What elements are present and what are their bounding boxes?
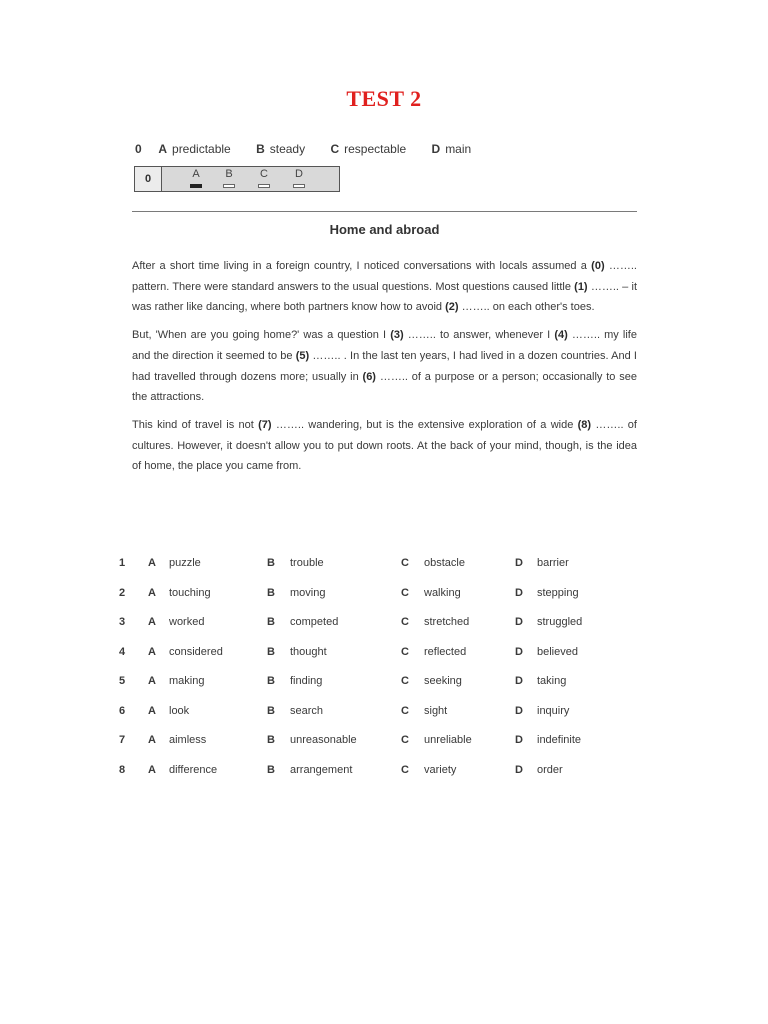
question-number: 3 [119,616,126,628]
option-word-a: making [169,675,205,687]
option-letter-a: A [148,734,156,746]
passage-text-segment: …….. . In the last ten years, I had lived in a dozen countries. And I had travelled through dozens more; usually in [132,349,637,383]
gap-number: (3) [390,329,404,342]
option-word-c: stretched [424,616,470,628]
option-letter-b: B [267,557,275,569]
option-letter-a: A [148,675,156,687]
option-letter-a: A [148,763,156,776]
option-letter-c: C [401,675,409,687]
option-word-a: worked [169,616,205,628]
option-letter-a: A [148,645,156,658]
option-letter-d: D [515,704,523,717]
option-word-b: thought [290,645,327,658]
question-row [119,557,659,587]
question-row [119,734,659,764]
passage-text [132,256,637,484]
option-letter-c: C [401,734,409,746]
option-word-c: walking [424,586,461,599]
option-word-d: believed [537,645,578,658]
option-word-a: puzzle [169,557,201,569]
option-letter-b: B [267,704,275,717]
question-number: 8 [119,763,126,776]
option-word-a: difference [169,763,218,776]
passage-text-segment: …….. to answer, whenever I [403,329,555,342]
example-number: 0 [135,142,142,156]
answer-mark-b [223,184,235,188]
question-row [119,646,659,676]
option-word-d: indefinite [537,734,582,746]
passage-text-segment: This kind of travel is not [132,418,259,431]
option-word-c: reflected [424,645,467,658]
question-row [119,764,659,794]
question-row [119,587,659,617]
gap-number: (6) [362,370,376,383]
option-letter-d: D [515,645,523,658]
option-word-a: considered [169,645,223,658]
example-option-a: A predictable [158,142,231,156]
question-number: 1 [119,557,126,569]
option-word-c: obstacle [424,557,465,569]
option-letter-c: C [401,616,409,628]
option-letter-b: B [267,734,275,746]
answer-mark-a [190,184,202,188]
option-letter-b: B [267,586,275,599]
example-question [135,142,493,156]
option-word-d: order [537,763,563,776]
option-word-d: struggled [537,616,583,628]
passage-text-segment: …….. on each other's toes. [458,301,595,314]
option-word-c: seeking [424,675,462,687]
option-word-b: unreasonable [290,734,357,746]
passage-text-segment: …….. wandering, but is the extensive exploration of a wide [271,418,578,431]
option-word-d: barrier [537,557,569,569]
example-option-b: B steady [256,142,306,156]
option-word-a: aimless [169,734,207,746]
page-title: TEST 2 [346,86,422,111]
passage-text-segment: But, 'When are you going home?' was a question I [132,329,391,342]
option-letter-d: D [515,557,523,569]
gap-number: (2) [445,301,459,314]
option-letter-b: B [267,763,275,776]
passage-text-segment: …….. – it was rather like dancing, where both partners know how to avoid [132,280,637,314]
option-word-c: unreliable [424,734,472,746]
question-number: 5 [119,675,126,687]
option-letter-a: A [148,557,156,569]
question-number: 4 [119,645,126,658]
question-number: 6 [119,704,126,717]
option-word-d: inquiry [537,704,570,717]
passage-text-segment: …….. my life and the direction it seemed to be [132,329,637,362]
option-letter-a: A [148,616,156,628]
option-word-d: stepping [537,586,579,599]
options-list [119,557,659,793]
answer-column-c: C [254,169,274,188]
answer-box-number: 0 [135,167,162,191]
example-option-d: D main [431,142,472,156]
option-letter-a: A [148,586,156,599]
option-letter-c: C [401,704,409,717]
option-letter-d: D [515,586,523,599]
option-letter-d: D [515,763,523,776]
example-option-c: C respectable [330,142,407,156]
question-row [119,616,659,646]
option-letter-c: C [401,645,409,658]
gap-number: (0) [591,260,605,272]
passage-paragraph [132,325,637,408]
answer-column-b: B [219,169,239,188]
option-word-b: search [290,704,324,717]
option-letter-b: B [267,675,275,687]
passage-text-segment: …….. of cultures. However, it doesn't allow you to put down roots. At the back of your mind, though, is the idea of home, the place you came from. [132,418,637,473]
gap-number: (8) [577,418,592,431]
gap-number: (4) [554,329,568,342]
section-divider [132,211,637,212]
option-word-c: sight [424,704,448,717]
gap-number: (1) [574,280,588,293]
option-letter-b: B [267,645,275,658]
option-letter-c: C [401,763,409,776]
option-word-b: arrangement [290,763,353,776]
option-word-b: moving [290,586,326,599]
option-word-d: taking [537,675,567,687]
option-letter-d: D [515,675,523,687]
option-letter-b: B [267,616,275,628]
passage-title: Home and abroad [329,222,440,237]
question-number: 2 [119,586,126,599]
passage-text-segment: …….. pattern. There were standard answers to the usual questions. Most questions caused little [132,260,637,293]
question-number: 7 [119,734,126,746]
answer-mark-d [293,184,305,188]
option-word-a: look [169,704,190,717]
option-word-c: variety [424,763,457,776]
passage-text-segment: …….. of a purpose or a person; occasionally to see the attractions. [132,370,637,404]
gap-number: (5) [295,349,310,362]
example-answer-box [134,166,340,192]
option-letter-c: C [401,586,409,599]
option-word-b: trouble [290,557,324,569]
option-letter-d: D [515,734,523,746]
answer-mark-c [258,184,270,188]
gap-number: (7) [258,418,272,431]
question-row [119,675,659,705]
option-letter-a: A [148,704,156,717]
option-word-b: finding [290,675,323,687]
answer-column-a: A [186,169,206,188]
passage-paragraph [132,256,637,318]
option-word-b: competed [290,616,339,628]
question-row [119,705,659,735]
answer-column-d: D [289,169,309,188]
option-letter-d: D [515,616,523,628]
passage-text-segment: After a short time living in a foreign country, I noticed conversations with locals assumed a [132,260,592,272]
option-letter-c: C [401,557,409,569]
option-word-a: touching [169,586,211,599]
passage-paragraph [132,415,637,477]
